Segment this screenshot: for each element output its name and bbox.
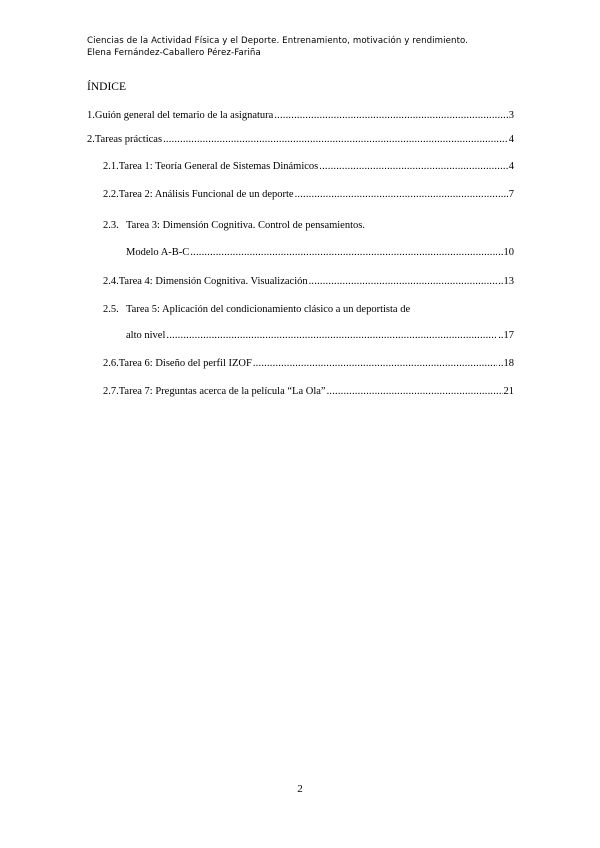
toc-leader-dots (253, 357, 497, 371)
toc-entry-page: 21 (503, 386, 514, 397)
toc-entry-page: ..18 (498, 358, 514, 369)
toc-entry[interactable] (103, 219, 365, 233)
toc-entry-title: Tarea 6: Diseño del perfil IZOF (118, 358, 252, 369)
toc-leader-dots (327, 385, 503, 399)
toc-leader-dots (190, 246, 497, 260)
toc-entry-number: 2. (87, 134, 95, 145)
toc-entry-page: ..13 (498, 276, 514, 287)
toc-leader-dots (163, 133, 508, 147)
toc-entry-number: 2.3. (103, 220, 119, 231)
toc-entry-number: 2.6. (103, 358, 119, 369)
toc-entry[interactable] (103, 160, 514, 174)
toc-entry[interactable] (87, 133, 514, 147)
toc-entry-title: Tareas prácticas (94, 134, 163, 145)
toc-entry-page: ..7 (503, 189, 514, 200)
toc-entry[interactable] (103, 357, 514, 371)
toc-entry-number: 2.5. (103, 304, 119, 315)
header-course-title: Ciencias de la Actividad Física y el Deporte. Entrenamiento, motivación y rendimiento. (87, 36, 469, 46)
toc-entry-number: 2.2. (103, 189, 119, 200)
toc-entry[interactable] (103, 303, 410, 317)
toc-entry[interactable] (103, 188, 514, 202)
toc-entry-title: Tarea 7: Preguntas acerca de la película “La Ola” (118, 386, 326, 397)
toc-entry-page: 3 (508, 110, 514, 121)
toc-entry-title: Tarea 1: Teoría General de Sistemas Dinámicos (118, 161, 319, 172)
toc-entry-title: Tarea 5: Aplicación del condicionamiento clásico a un deportista de (126, 304, 411, 315)
toc-entry-number: 1. (87, 110, 95, 121)
toc-entry[interactable] (103, 385, 514, 399)
toc-entry-number: 2.1. (103, 161, 119, 172)
toc-entry-page: ..10 (498, 247, 514, 258)
toc-entry-number: 2.4. (103, 276, 119, 287)
toc-entry-page: 4 (508, 161, 514, 172)
toc-leader-dots (309, 275, 498, 289)
header-author: Elena Fernández-Caballero Pérez-Fariña (87, 48, 261, 58)
toc-entry-title: Guión general del temario de la asignatura (94, 110, 274, 121)
toc-leader-dots (319, 160, 507, 174)
toc-entry-title-continuation: Modelo A-B-C (126, 247, 190, 258)
toc-entry-continuation[interactable] (126, 329, 514, 343)
toc-leader-dots (274, 109, 507, 123)
toc-entry-page: 4 (508, 134, 514, 145)
toc-entry-continuation[interactable] (126, 246, 514, 260)
toc-entry[interactable] (87, 109, 514, 123)
toc-entry-title-continuation: alto nivel (126, 330, 166, 341)
page-number: 2 (297, 783, 303, 795)
toc-entry-title: Tarea 3: Dimensión Cognitiva. Control de pensamientos. (126, 220, 365, 231)
toc-leader-dots (295, 188, 503, 202)
toc-entry[interactable] (103, 275, 514, 289)
toc-entry-page: ..17 (498, 330, 514, 341)
toc-title: ÍNDICE (87, 81, 126, 93)
toc-leader-dots (166, 329, 497, 343)
running-header (87, 35, 547, 59)
toc-entry-title: Tarea 2: Análisis Funcional de un deporte (118, 189, 294, 200)
toc-entry-number: 2.7. (103, 386, 119, 397)
toc-entry-title: Tarea 4: Dimensión Cognitiva. Visualización (118, 276, 308, 287)
